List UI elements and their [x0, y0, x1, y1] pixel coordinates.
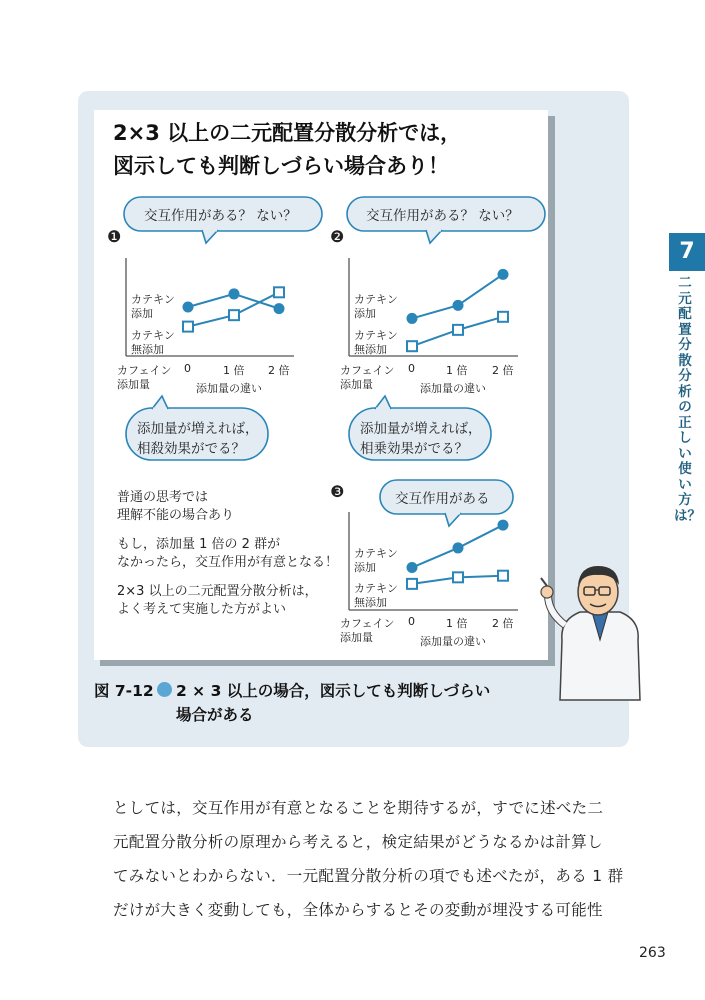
panel1-point-catechin-add-1	[229, 288, 240, 299]
note-line-3: もし，添加量 1 倍の 2 群が	[117, 537, 281, 552]
panel1-label-add-2: 添加	[131, 307, 153, 320]
panel3-point-catechin-add-2	[498, 520, 509, 531]
panel2-tick-0: 0	[408, 362, 415, 375]
panel3-tick-2: 2 倍	[492, 617, 514, 630]
teacher-illustration	[541, 566, 640, 700]
body-line-3: てみないとわからない．一元配置分散分析の項でも述べたが，ある 1 群	[113, 867, 624, 885]
panel2-point-catechin-none-1	[453, 325, 463, 335]
panel2-tick-1: 1 倍	[446, 364, 468, 377]
panel3-caffeine-1: カフェイン	[340, 617, 395, 630]
panel3-label-none-2: 無添加	[354, 596, 387, 609]
panel1-caffeine-1: カフェイン	[117, 364, 172, 377]
panel3-label-add-2: 添加	[354, 561, 376, 574]
panel2-label-none-1: カテキン	[354, 329, 398, 342]
panel3-label-none-1: カテキン	[354, 582, 398, 595]
panel3-point-catechin-none-1	[453, 572, 463, 582]
panel1-point-catechin-add-2	[274, 303, 285, 314]
panel3-number: ❸	[330, 482, 345, 501]
panel2-point-catechin-add-1	[453, 300, 464, 311]
panel2-question-bubble-tail	[426, 230, 442, 243]
panel1-tick-0: 0	[184, 362, 191, 375]
panel2-label-none-2: 無添加	[354, 343, 387, 356]
panel2-xlabel: 添加量の違い	[420, 382, 486, 395]
panel2-bubble-line2: 相乗効果がでる？	[360, 441, 468, 457]
caption-dot-icon	[157, 682, 172, 697]
panel3-answer: 交互作用がある	[395, 491, 490, 507]
panel1-point-catechin-none-0	[183, 322, 193, 332]
panel1-caffeine-2: 添加量	[117, 378, 150, 391]
panel3-tick-1: 1 倍	[446, 617, 468, 630]
panel3-point-catechin-add-1	[453, 542, 464, 553]
panel2-question: 交互作用がある？ ない？	[366, 208, 519, 224]
panel1-tick-2: 2 倍	[268, 364, 290, 377]
panel1-label-none-1: カテキン	[131, 329, 175, 342]
panel1-question: 交互作用がある？ ない？	[144, 208, 297, 224]
panel2-label-add-1: カテキン	[354, 293, 398, 306]
figure-title-line2: 図示しても判断しづらい場合あり！	[113, 154, 449, 178]
panel1-question-bubble-tail	[202, 230, 218, 243]
panel2-caffeine-1: カフェイン	[340, 364, 395, 377]
figure-title-line1: 2×3 以上の二元配置分散分析では，	[113, 121, 462, 145]
note-line-5: 2×3 以上の二元配置分散分析は，	[117, 584, 318, 599]
body-line-1: としては，交互作用が有意となることを期待するが，すでに述べた二	[113, 799, 604, 817]
panel2-tick-2: 2 倍	[492, 364, 514, 377]
caption-line1: 2 × 3 以上の場合，図示しても判断しづらい	[176, 682, 491, 700]
panel2-answer-bubble-tail	[375, 396, 391, 409]
chapter-tab-title: 二元配置分散分析の正しい使い方は？	[674, 275, 701, 524]
panel1-label-none-2: 無添加	[131, 343, 164, 356]
panel1-label-add-1: カテキン	[131, 293, 175, 306]
panel2-point-catechin-none-0	[407, 341, 417, 351]
note-line-2: 理解不能の場合あり	[117, 508, 235, 523]
panel2-point-catechin-add-2	[498, 269, 509, 280]
panel1-point-catechin-none-2	[274, 287, 284, 297]
note-line-4: なかったら，交互作用が有意となる！	[117, 555, 339, 570]
panel1-bubble-line1: 添加量が増えれば，	[137, 421, 259, 437]
caption-number: 図 7-12	[94, 682, 154, 700]
chapter-tab-number: 7	[669, 233, 705, 271]
body-line-4: だけが大きく変動しても，全体からするとその変動が埋没する可能性	[113, 901, 603, 919]
panel3-tick-0: 0	[408, 615, 415, 628]
panel3-label-add-1: カテキン	[354, 547, 398, 560]
body-line-2: 元配置分散分析の原理から考えると，検定結果がどうなるかは計算し	[113, 833, 603, 851]
panel3-xlabel: 添加量の違い	[420, 635, 486, 648]
panel3-caffeine-2: 添加量	[340, 631, 373, 644]
panel2-bubble-line1: 添加量が増えれば，	[360, 421, 482, 437]
panel2-label-add-2: 添加	[354, 307, 376, 320]
panel1-answer-bubble-tail	[152, 396, 168, 409]
panel2-point-catechin-none-2	[498, 312, 508, 322]
panel2-number: ❷	[330, 227, 345, 246]
note-line-1: 普通の思考では	[117, 490, 209, 505]
panel3-point-catechin-none-0	[407, 579, 417, 589]
panel2-line-catechin-add	[412, 274, 503, 318]
panel2-caffeine-2: 添加量	[340, 378, 373, 391]
note-line-6: よく考えて実施した方がよい	[117, 602, 287, 617]
caption-line2: 場合がある	[176, 706, 254, 724]
panel3-point-catechin-add-0	[407, 562, 418, 573]
page-number: 263	[639, 945, 666, 961]
panel2-point-catechin-add-0	[407, 313, 418, 324]
panel1-xlabel: 添加量の違い	[196, 382, 262, 395]
panel1-point-catechin-add-0	[183, 302, 194, 313]
panel1-point-catechin-none-1	[229, 310, 239, 320]
panel3-answer-bubble-tail	[445, 513, 461, 526]
panel1-tick-1: 1 倍	[223, 364, 245, 377]
panel1-number: ❶	[107, 227, 122, 246]
panel3-point-catechin-none-2	[498, 571, 508, 581]
panel1-bubble-line2: 相殺効果がでる？	[137, 441, 245, 457]
